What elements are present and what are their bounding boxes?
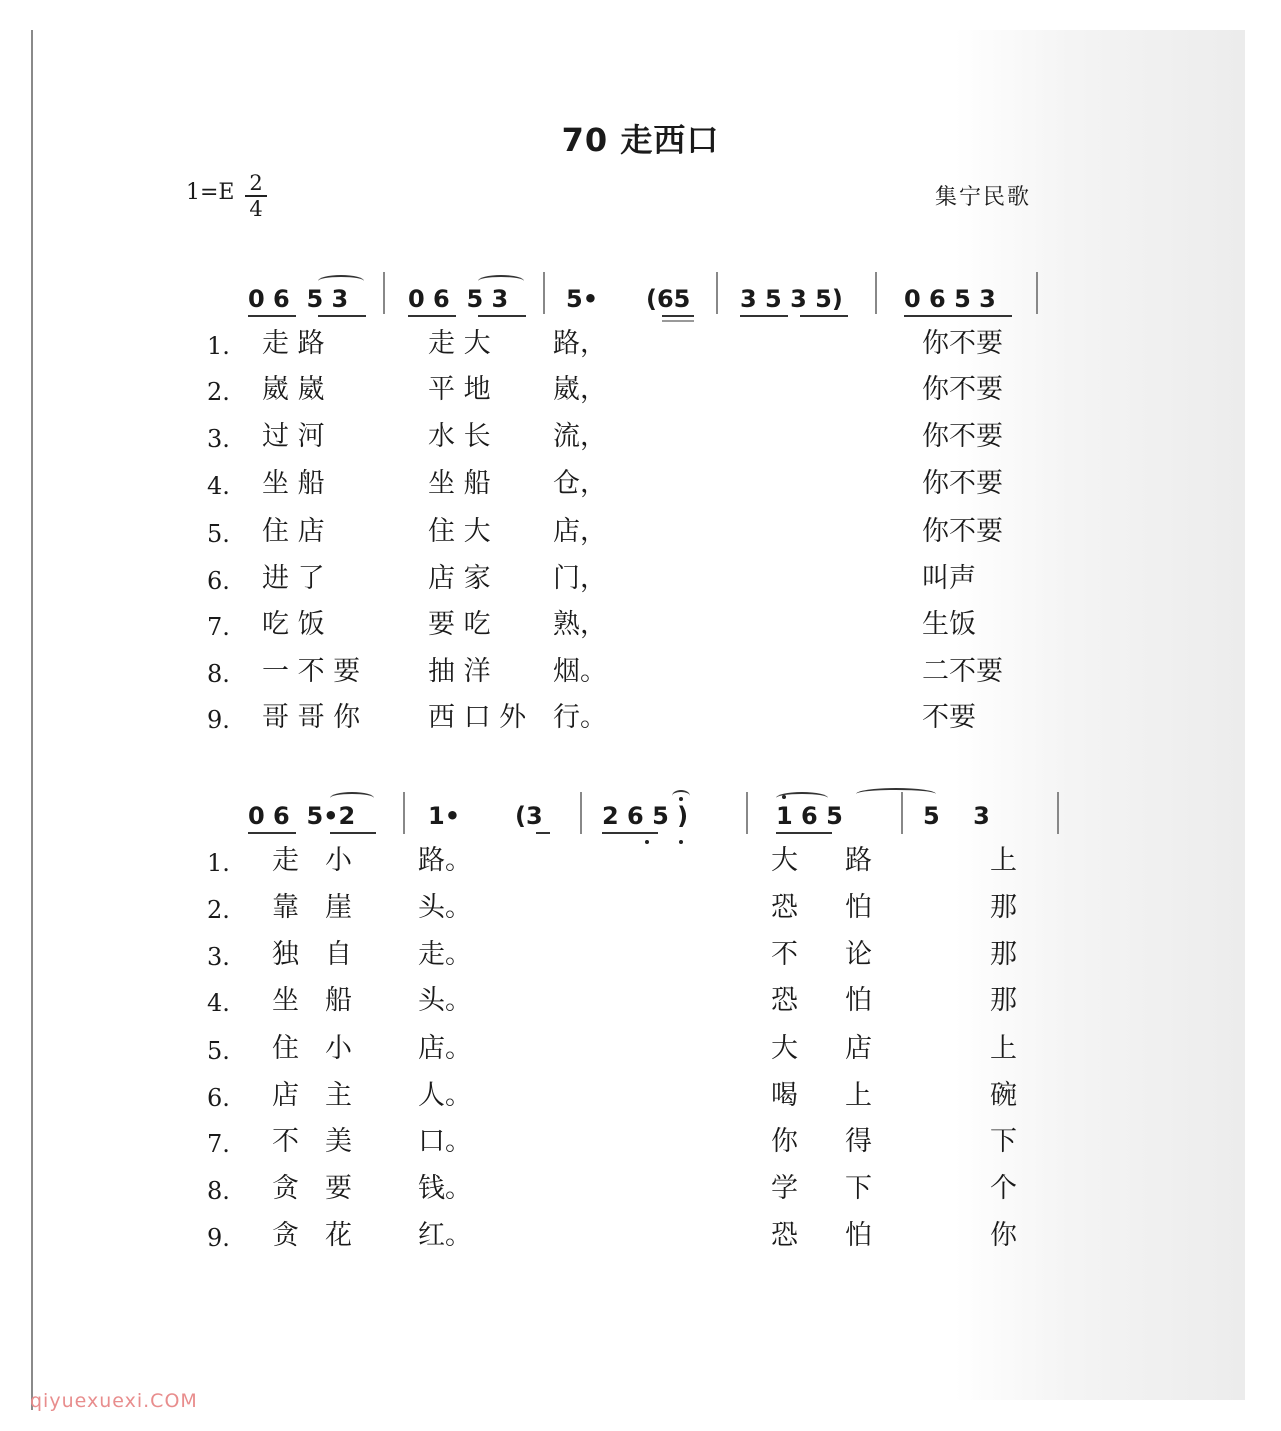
- lyric: 你: [771, 1126, 798, 1157]
- lyric: 流，: [553, 421, 607, 452]
- lyric: 水 长: [428, 421, 491, 452]
- lyric: 路: [845, 845, 872, 876]
- lyric: 住 店: [262, 516, 325, 547]
- lyric: 进 了: [262, 563, 325, 594]
- lyric: 论: [845, 939, 872, 970]
- slur: [478, 275, 524, 287]
- verse-number: 3.: [207, 425, 230, 453]
- lyric: 上: [990, 845, 1017, 876]
- beam: [248, 832, 296, 834]
- lyric: 店: [845, 1033, 872, 1064]
- s2-measure-2a: 1•: [428, 802, 461, 830]
- lyric: 下: [990, 1126, 1017, 1157]
- lyric: 路，: [553, 328, 607, 359]
- beam: [318, 315, 366, 317]
- s2-measure-1: 0 6 5•2: [248, 802, 356, 830]
- lyric: 人。: [418, 1080, 472, 1111]
- verse-number: 6.: [207, 567, 230, 595]
- lyric: 船: [325, 985, 352, 1016]
- verse-number: 3.: [207, 943, 230, 971]
- lyric: 你不要: [922, 374, 1003, 405]
- lyric: 恐: [771, 1220, 798, 1251]
- s1-barline: [875, 272, 877, 314]
- lyric: 坐 船: [428, 468, 491, 499]
- lyric: 小: [325, 845, 352, 876]
- s2-measure-4: 1 6 5: [776, 802, 843, 830]
- lyric: 恐: [771, 985, 798, 1016]
- s1-barline: [543, 272, 545, 314]
- lyric: 要 吃: [428, 609, 491, 640]
- s2-measure-5: 5 3: [923, 802, 990, 830]
- high-octave-dot: [782, 795, 786, 799]
- beam: [602, 832, 658, 834]
- beam: [740, 315, 788, 317]
- lyric: 大: [771, 1033, 798, 1064]
- beam: [776, 832, 832, 834]
- lyric: 喝: [771, 1080, 798, 1111]
- lyric: 吃 饭: [262, 609, 325, 640]
- slur: [318, 275, 364, 287]
- s1-measure-1: 0 6 5 3: [248, 285, 349, 313]
- song-title: 70 走西口: [561, 121, 720, 159]
- lyric: 仓，: [553, 468, 607, 499]
- verse-number: 1.: [207, 849, 230, 877]
- lyric: 花: [325, 1220, 352, 1251]
- lyric: 店 家: [428, 563, 491, 594]
- s2-barline: [746, 792, 748, 834]
- lyric: 你: [990, 1220, 1017, 1251]
- lyric: 走 路: [262, 328, 325, 359]
- s1-barline: [1036, 272, 1038, 314]
- lyric: 平 地: [428, 374, 491, 405]
- lyric: 贪: [272, 1220, 299, 1251]
- lyric: 碗: [990, 1080, 1017, 1111]
- s1-measure-3b: (65: [646, 285, 691, 313]
- verse-number: 7.: [207, 1130, 230, 1158]
- lyric: 口。: [418, 1126, 472, 1157]
- s2-measure-3: 2 6 5 ): [602, 802, 689, 830]
- verse-number: 9.: [207, 706, 230, 734]
- lyric: 坐: [272, 985, 299, 1016]
- lyric: 怕: [845, 892, 872, 923]
- lyric: 钱。: [418, 1173, 472, 1204]
- lyric: 走 大: [428, 328, 491, 359]
- beam: [536, 832, 550, 834]
- low-octave-dot: [645, 840, 649, 844]
- lyric: 抽 洋: [428, 656, 491, 687]
- verse-number: 8.: [207, 1177, 230, 1205]
- lyric: 那: [990, 892, 1017, 923]
- time-signature-bottom: 4: [249, 197, 263, 221]
- lyric: 二不要: [922, 656, 1003, 687]
- s1-barline: [383, 272, 385, 314]
- verse-number: 2.: [207, 896, 230, 924]
- s2-barline: [580, 792, 582, 834]
- beam: [330, 832, 376, 834]
- lyric: 你不要: [922, 516, 1003, 547]
- lyric: 靠: [272, 892, 299, 923]
- verse-number: 2.: [207, 378, 230, 406]
- verse-number: 4.: [207, 989, 230, 1017]
- lyric: 走。: [418, 939, 472, 970]
- song-source: 集宁民歌: [935, 185, 1032, 210]
- lyric: 过 河: [262, 421, 325, 452]
- watermark: qiyuexuexi.COM: [30, 1390, 198, 1412]
- s2-barline: [403, 792, 405, 834]
- lyric: 店。: [418, 1033, 472, 1064]
- lyric: 你不要: [922, 421, 1003, 452]
- s1-barline: [716, 272, 718, 314]
- lyric: 不: [272, 1126, 299, 1157]
- low-octave-dot: [679, 840, 683, 844]
- lyric: 美: [325, 1126, 352, 1157]
- lyric: 上: [845, 1080, 872, 1111]
- s1-measure-5: 0 6 5 3: [904, 285, 996, 313]
- lyric: 大: [771, 845, 798, 876]
- lyric: 贪: [272, 1173, 299, 1204]
- lyric: 一 不 要: [262, 656, 361, 687]
- lyric: 崖: [325, 892, 352, 923]
- lyric: 你不要: [922, 328, 1003, 359]
- time-signature: [245, 172, 267, 220]
- lyric: 走: [272, 845, 299, 876]
- lyric: 主: [325, 1080, 352, 1111]
- lyric: 头。: [418, 985, 472, 1016]
- lyric: 个: [990, 1173, 1017, 1204]
- verse-number: 8.: [207, 660, 230, 688]
- lyric: 住: [272, 1033, 299, 1064]
- s2-barline: [1057, 792, 1059, 834]
- lyric: 店，: [553, 516, 607, 547]
- verse-number: 1.: [207, 332, 230, 360]
- lyric: 路。: [418, 845, 472, 876]
- lyric: 不: [771, 939, 798, 970]
- lyric: 熟，: [553, 609, 607, 640]
- s2-measure-2b: (3: [515, 802, 543, 830]
- lyric: 不要: [922, 702, 976, 733]
- beam: [904, 315, 1012, 317]
- beam: [800, 315, 848, 317]
- lyric: 坐 船: [262, 468, 325, 499]
- lyric: 要: [325, 1173, 352, 1204]
- lyric: 叫声: [922, 563, 976, 594]
- lyric: 生饭: [922, 609, 976, 640]
- lyric: 烟。: [553, 656, 607, 687]
- tie: [856, 788, 936, 800]
- lyric: 住 大: [428, 516, 491, 547]
- lyric: 你不要: [922, 468, 1003, 499]
- lyric: 店: [272, 1080, 299, 1111]
- lyric: 怕: [845, 985, 872, 1016]
- slur: [330, 792, 374, 804]
- lyric: 行。: [553, 702, 607, 733]
- verse-number: 9.: [207, 1224, 230, 1252]
- lyric: 上: [990, 1033, 1017, 1064]
- key-signature: 1=E: [186, 180, 235, 205]
- beam: [478, 315, 526, 317]
- verse-number: 5.: [207, 520, 230, 548]
- fermata-dot: [679, 797, 683, 801]
- lyric: 门，: [553, 563, 607, 594]
- lyric: 西 口 外: [428, 702, 527, 733]
- lyric: 那: [990, 939, 1017, 970]
- lyric: 崴，: [553, 374, 607, 405]
- lyric: 崴 崴: [262, 374, 325, 405]
- page-left-rule: [31, 30, 33, 1410]
- lyric: 独: [272, 939, 299, 970]
- double-beam: [662, 320, 694, 322]
- verse-number: 7.: [207, 613, 230, 641]
- verse-number: 5.: [207, 1037, 230, 1065]
- lyric: 哥 哥 你: [262, 702, 361, 733]
- beam: [408, 315, 456, 317]
- verse-number: 4.: [207, 472, 230, 500]
- s1-measure-4: 3 5 3 5): [740, 285, 843, 313]
- lyric: 头。: [418, 892, 472, 923]
- lyric: 自: [325, 939, 352, 970]
- lyric: 那: [990, 985, 1017, 1016]
- verse-number: 6.: [207, 1084, 230, 1112]
- lyric: 学: [771, 1173, 798, 1204]
- lyric: 下: [845, 1173, 872, 1204]
- beam: [662, 315, 694, 317]
- lyric: 红。: [418, 1220, 472, 1251]
- beam: [248, 315, 296, 317]
- lyric: 小: [325, 1033, 352, 1064]
- s1-measure-2: 0 6 5 3: [408, 285, 509, 313]
- lyric: 怕: [845, 1220, 872, 1251]
- s1-measure-3a: 5•: [566, 285, 599, 313]
- time-signature-top: 2: [249, 171, 263, 195]
- lyric: 恐: [771, 892, 798, 923]
- lyric: 得: [845, 1126, 872, 1157]
